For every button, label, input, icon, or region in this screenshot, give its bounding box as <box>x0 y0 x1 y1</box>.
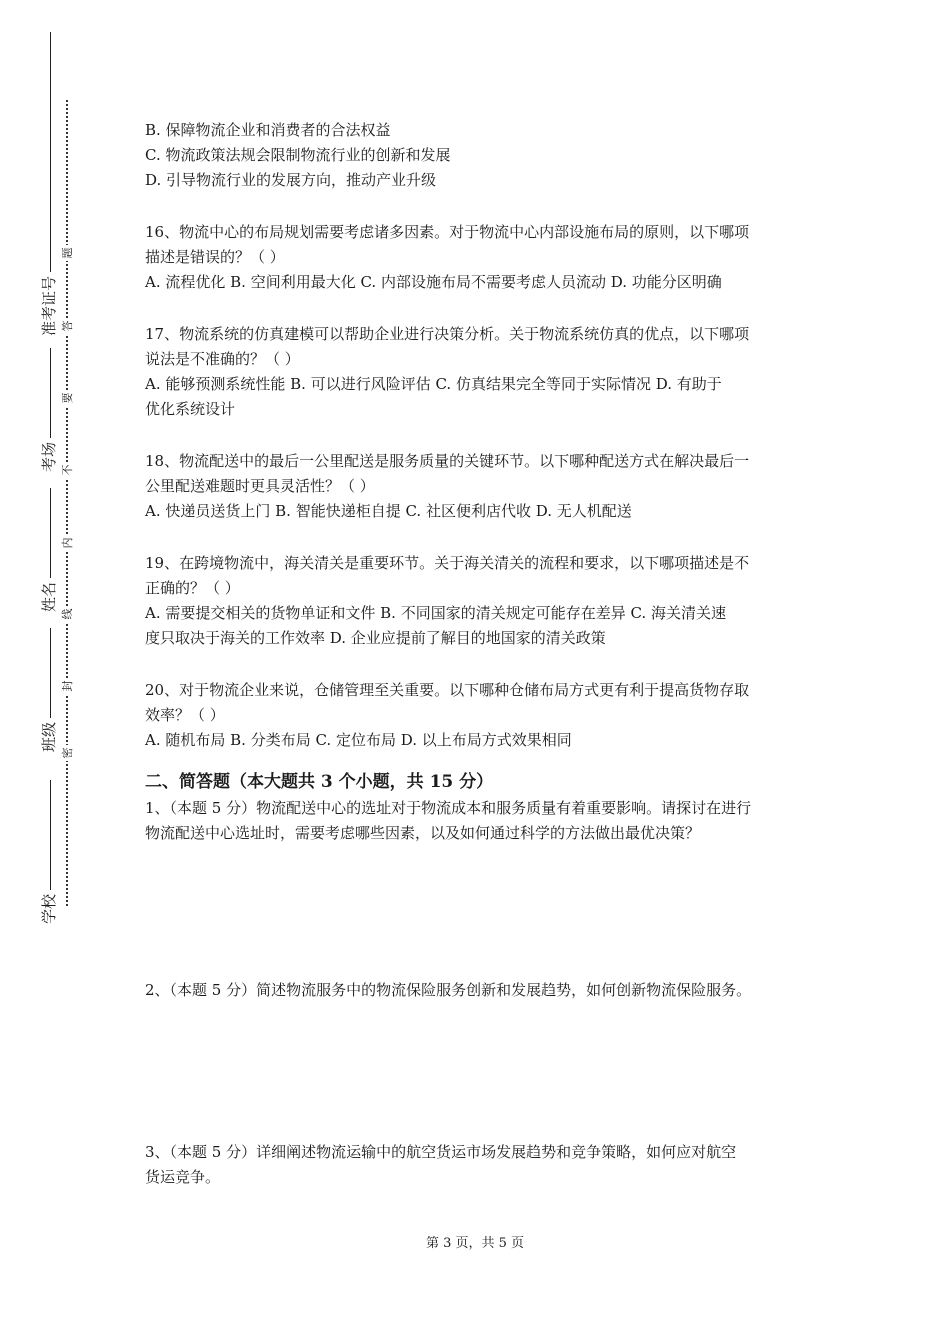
question-options: 度只取决于海关的工作效率 D. 企业应提前了解目的地国家的清关政策 <box>145 629 606 647</box>
question-line: 3、（本题 5 分）详细阐述物流运输中的航空货运市场发展趋势和竞争策略，如何应对航空 <box>145 1143 737 1161</box>
class-blank <box>49 628 51 718</box>
name-field <box>38 488 59 612</box>
question-line: 描述是错误的？（ ） <box>145 248 285 266</box>
admission-number-blank <box>49 32 51 272</box>
question-options: A. 能够预测系统性能 B. 可以进行风险评估 C. 仿真结果完全等同于实际情况 D. 有助于 <box>145 375 722 393</box>
question-15-options <box>145 118 810 193</box>
answer-area[interactable] <box>145 846 810 978</box>
question-line: 1、（本题 5 分）物流配送中心的选址对于物流成本和服务质量有着重要影响。请探讨在进行 <box>145 799 752 817</box>
answer-area[interactable] <box>145 1003 810 1140</box>
school-blank <box>49 780 51 890</box>
question-line: 货运竞争。 <box>145 1168 221 1186</box>
section-title: 二、简答题（本大题共 3 个小题，共 15 分） <box>145 772 494 792</box>
short-answer-3 <box>145 1140 810 1190</box>
question-options: A. 流程优化 B. 空间利用最大化 C. 内部设施布局不需要考虑人员流动 D. 功能分区明确 <box>145 273 722 291</box>
question-line: 16、物流中心的布局规划需要考虑诸多因素。对于物流中心内部设施布局的原则，以下哪项 <box>145 223 750 241</box>
question-18 <box>145 449 810 524</box>
class-field <box>38 628 59 752</box>
question-options: A. 需要提交相关的货物单证和文件 B. 不同国家的清关规定可能存在差异 C. 海关清关速 <box>145 604 726 622</box>
school-field <box>38 780 59 924</box>
option-b: B. 保障物流企业和消费者的合法权益 <box>145 121 391 139</box>
binding-margin <box>0 0 60 1344</box>
exam-content <box>145 118 810 1190</box>
seal-char: 线 <box>59 606 75 622</box>
question-17 <box>145 322 810 422</box>
name-label: 姓名 <box>40 581 58 612</box>
question-line: 18、物流配送中的最后一公里配送是服务质量的关键环节。以下哪种配送方式在解决最后一 <box>145 452 750 470</box>
school-label: 学校 <box>40 893 58 924</box>
seal-char: 答 <box>59 318 75 334</box>
seal-char: 密 <box>59 745 75 761</box>
exam-room-field <box>38 348 59 472</box>
question-line: 19、在跨境物流中，海关清关是重要环节。关于海关清关的流程和要求，以下哪项描述是不 <box>145 554 750 572</box>
name-blank <box>49 488 51 578</box>
seal-char: 封 <box>59 678 75 694</box>
question-line: 说法是不准确的？（ ） <box>145 350 300 368</box>
question-line: 20、对于物流企业来说，仓储管理至关重要。以下哪种仓储布局方式更有利于提高货物存取 <box>145 681 750 699</box>
question-19 <box>145 551 810 651</box>
admission-number-label: 准考证号 <box>40 275 58 336</box>
question-line: 效率？（ ） <box>145 706 225 724</box>
seal-line <box>66 100 68 906</box>
seal-char: 要 <box>59 390 75 406</box>
page-footer: 第 3 页，共 5 页 <box>425 1236 525 1251</box>
seal-char: 题 <box>59 245 75 261</box>
class-label: 班级 <box>40 721 58 752</box>
question-line: 正确的？（ ） <box>145 579 240 597</box>
short-answer-2 <box>145 978 810 1003</box>
question-line: 公里配送难题时更具灵活性？（ ） <box>145 477 375 495</box>
question-line: 物流配送中心选址时，需要考虑哪些因素，以及如何通过科学的方法做出最优决策？ <box>145 824 701 842</box>
question-20 <box>145 678 810 753</box>
short-answer-1 <box>145 796 810 846</box>
seal-char: 不 <box>59 462 75 478</box>
seal-char: 内 <box>59 535 75 551</box>
question-line: 17、物流系统的仿真建模可以帮助企业进行决策分析。关于物流系统仿真的优点，以下哪项 <box>145 325 750 343</box>
question-16 <box>145 220 810 295</box>
question-options: 优化系统设计 <box>145 400 236 418</box>
question-options: A. 快递员送货上门 B. 智能快递柜自提 C. 社区便利店代收 D. 无人机配送 <box>145 502 632 520</box>
question-options: A. 随机布局 B. 分类布局 C. 定位布局 D. 以上布局方式效果相同 <box>145 731 572 749</box>
admission-number-field <box>38 32 59 336</box>
exam-room-blank <box>49 348 51 438</box>
exam-room-label: 考场 <box>40 441 58 472</box>
question-line: 2、（本题 5 分）简述物流服务中的物流保险服务创新和发展趋势，如何创新物流保险服务。 <box>145 981 752 999</box>
option-c: C. 物流政策法规会限制物流行业的创新和发展 <box>145 146 451 164</box>
option-d: D. 引导物流行业的发展方向，推动产业升级 <box>145 171 437 189</box>
